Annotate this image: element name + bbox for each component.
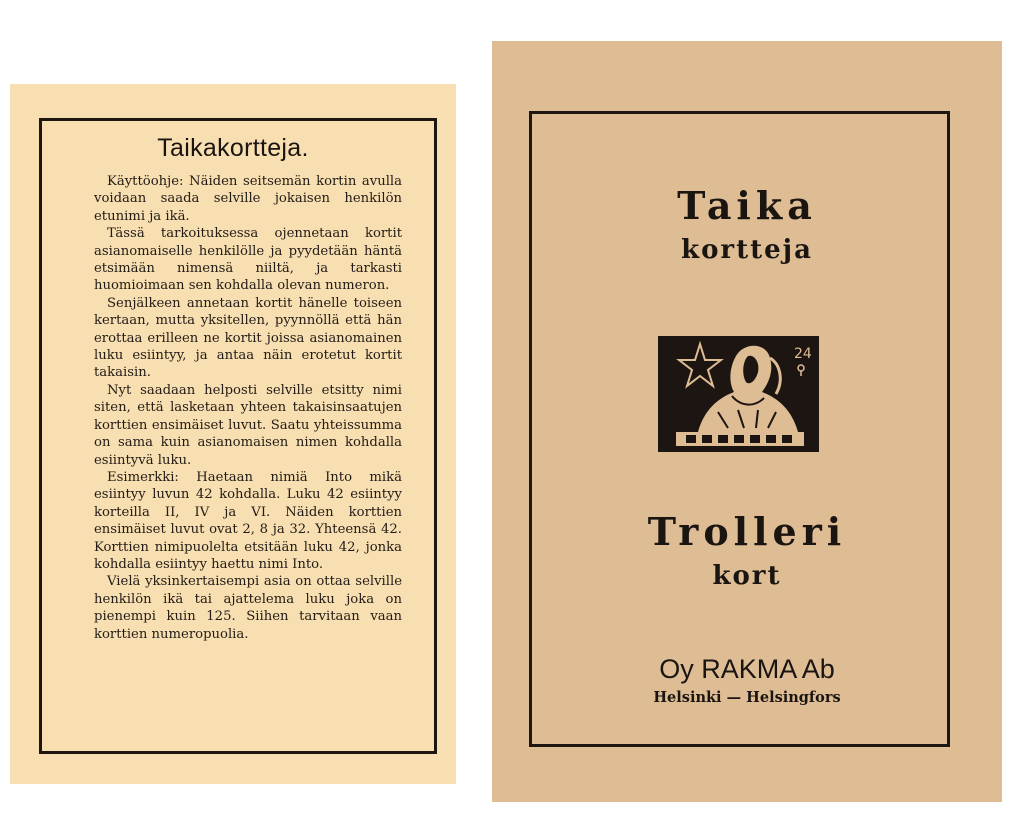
instruction-paragraph: Senjälkeen annetaan kortit hänelle toiseen kertaan, mutta yksitellen, pyynnöllä että hän erottaa erilleen ne kortit joissa asianomainen luku esiintyy, ja antaa näin erotetut kortit takaisin. bbox=[94, 295, 402, 381]
instruction-paragraph: Esimerkki: Haetaan nimiä Into mikä esiintyy luvun 42 kohdalla. Luku 42 esiintyy korteilla II, IV ja VI. Näiden korttien ensimäiset luvut ovat 2, 8 ja 32. Yhteensä 42. Korttien nimipuolelta etsitään luku 42, jonka kohdalla esiintyy haettu nimi Into. bbox=[94, 469, 402, 572]
cover-title-finnish: Taika bbox=[677, 183, 817, 228]
astrological-symbols: 24 bbox=[794, 346, 812, 362]
instruction-text bbox=[94, 173, 402, 643]
fortune-teller-illustration bbox=[658, 336, 819, 452]
cover-subtitle-swedish: kort bbox=[712, 561, 782, 591]
publisher-cities: Helsinki — Helsingfors bbox=[653, 689, 841, 706]
cover-card bbox=[492, 41, 1002, 802]
instruction-paragraph: Nyt saadaan helposti selville etsitty nimi siten, että lasketaan yhteen takaisinsaatujen korttien ensimäiset luvut. Saatu yhteissumma on sama kuin asianomaisen nimen kohdalla esiintyvä luku. bbox=[94, 382, 402, 468]
cover-title-swedish: Trolleri bbox=[647, 509, 847, 554]
cover-subtitle-finnish: kortteja bbox=[681, 235, 813, 265]
instruction-card bbox=[10, 84, 456, 784]
instruction-title: Taikakortteja. bbox=[157, 134, 309, 162]
instruction-paragraph: Käyttöohje: Näiden seitsemän kortin avulla voidaan saada selville jokaisen henkilön etunimi ja ikä. bbox=[94, 174, 402, 224]
publisher-name: Oy RAKMA Ab bbox=[659, 654, 835, 684]
instruction-paragraph: Vielä yksinkertaisempi asia on ottaa selville henkilön ikä tai ajattelema luku joka on pienempi kuin 125. Siihen tarvitaan vaan korttien numeropuolia. bbox=[94, 574, 402, 642]
instruction-paragraph: Tässä tarkoituksessa ojennetaan kortit asianomaiselle henkilölle ja pyydetään häntä etsimään nimensä niiltä, ja tarkasti huomioimaan sen kohdalla olevan numeron. bbox=[94, 226, 402, 294]
